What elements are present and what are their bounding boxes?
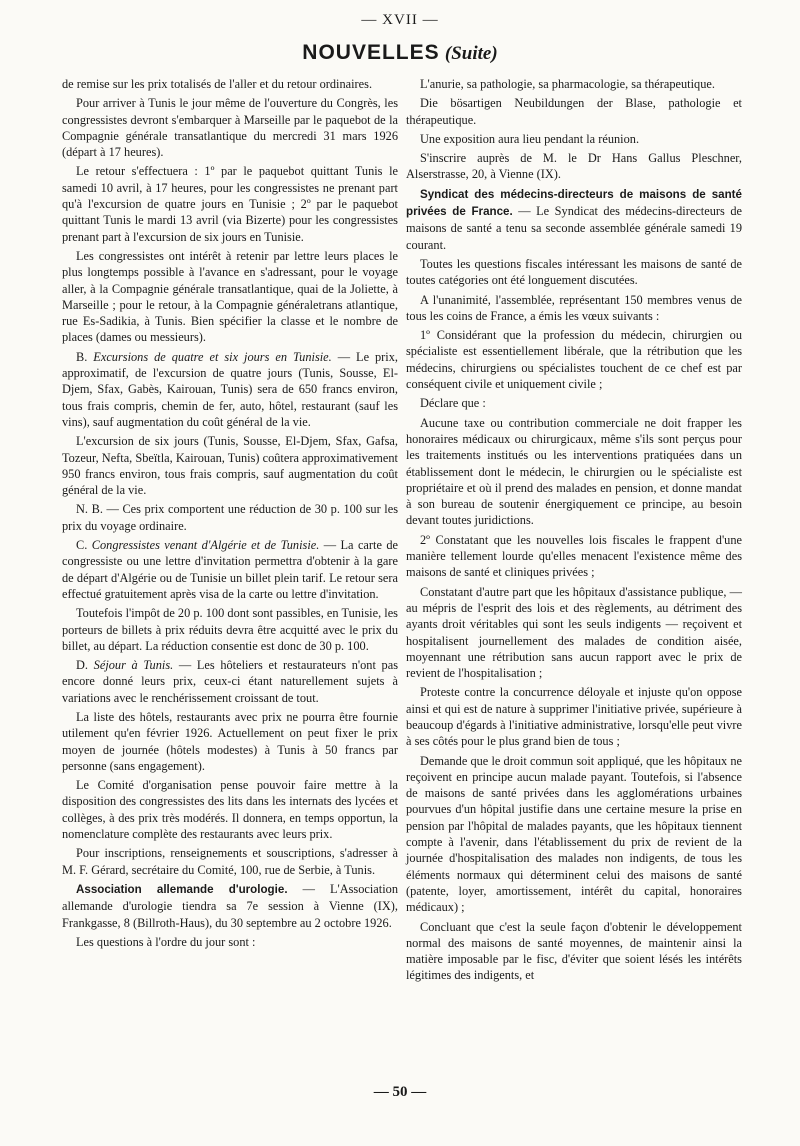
paragraph: Le retour s'effectuera : 1º par le paquebot quittant Tunis le samedi 10 avril, à 17 heures, pour les congressistes ne prenant part qu'à l'excursion de quatre jours en Tunisie ; 2º par le paquebot quittant Tunis le mardi 13 avril (via Bizerte) pour les congressistes prenant part à l'excursion de six jours en Tunisie. [62, 164, 398, 244]
paragraph: Toutes les questions fiscales intéressant les maisons de santé de toutes catégories ont été longuement discutées. [406, 256, 742, 288]
paragraph: Proteste contre la concurrence déloyale et injuste qu'on oppose ainsi et qui est de nature à supprimer l'initiative privée, supérieure à beaucoup d'égards à l'initiative administrative, lorsqu'elle peut vivre à ses côtés pour le plus grand bien de tous ; [406, 685, 742, 749]
paragraph: L'anurie, sa pathologie, sa pharmacologie, sa thérapeutique. [420, 77, 715, 91]
paragraph [62, 349, 398, 430]
paragraph-body: — Les hôteliers et restaurateurs n'ont pas encore donné leurs prix, ceux-ci étant naturellement sujets à variations avec le renchérissement croissant de tout. [62, 658, 398, 705]
paragraph: N. B. — Ces prix comportent une réduction de 30 p. 100 sur les prix du voyage ordinaire. [62, 502, 398, 533]
paragraph: La liste des hôtels, restaurants avec prix ne pourra être fournie utilement qu'en février 1926. Actuellement on peut fixer le prix moyen de journée (hôtels modestes) à Tunis à 50 francs par personne (sans engagement). [62, 709, 398, 773]
paragraph: L'excursion de six jours (Tunis, Sousse, El-Djem, Sfax, Gafsa, Tozeur, Nefta, Sbeïtla, Kairouan, Tunis) coûtera approximativement 950 francs environ, tous frais compris, sauf augmentation du coût général de la vie. [62, 434, 398, 498]
title-main: NOUVELLES [302, 41, 440, 64]
page-number: — 50 — [373, 1084, 427, 1100]
right-column [406, 76, 742, 987]
paragraph [62, 657, 398, 706]
paragraph: Pour arriver à Tunis le jour même de l'ouverture du Congrès, les congressistes devront s'embarquer à Marseille par le paquebot de la Compagnie générale transatlantique du mercredi 31 mars 1926 (départ à 17 heures). [62, 96, 398, 160]
paragraph: de remise sur les prix totalisés de l'aller et du retour ordinaires. [62, 77, 373, 91]
paragraph: Demande que le droit commun soit appliqué, que les hôpitaux ne reçoivent en principe aucun malade payant. Toutefois, si l'absence de maisons de santé privées dans les agglomérations urbaines pourvues d'un hôpital justifie dans une certaine mesure la prise en pension par l'hôpital de malades payants, que les hôpitaux tiennent compte à l'avenir, dans l'établissement du prix de revient de la journée d'hospitalisation des malades non indigents, de tous les éléments normaux qui déterminent celui des maisons de santé (patente, loyer, amortissement, intérêt du capital, honoraires médicaux) ; [406, 753, 742, 915]
paragraph [62, 537, 398, 602]
paragraph: Le Comité d'organisation pense pouvoir faire mettre à la disposition des congressistes des lits dans les internats des lycées et collèges, à des prix très modérés. Il donnera, en temps opportun, la nomenclature complète des restaurants avec leurs prix. [62, 778, 398, 842]
paragraph: Déclare que : [420, 396, 486, 411]
section-title: Excursions de quatre et six jours en Tunisie. [93, 349, 332, 364]
left-column [62, 76, 398, 953]
section-letter: D. [76, 658, 89, 673]
paragraph: Les congressistes ont intérêt à retenir par lettre leurs places le plus longtemps possible à l'avance en s'adressant, pour le voyage aller, à la Compagnie générale transatlantique, quai de la Joliette, à Marseille ; pour le retour, à la Compagnie généraletrans atlantique, rue Es-Sadikia, à Tunis. Bien spécifier la classe et le nombre de places (dames ou messieurs). [62, 248, 398, 345]
paragraph: Constatant d'autre part que les hôpitaux d'assistance publique, — au mépris de l'esprit des lois et des règlements, au détriment des ayants droit véritables qui sont les seuls indigents — reçoivent et hospitalisent journellement des malades de condition aisée, moyennant une rétribution sans aucun rapport avec le prix de revient de l'hospitalisation ; [406, 584, 742, 681]
section-letter: B. [76, 349, 88, 364]
section-title: Séjour à Tunis. [93, 658, 174, 673]
paragraph: Pour inscriptions, renseignements et souscriptions, s'adresser à M. F. Gérard, secrétaire du Comité, 100, rue de Serbie, à Tunis. [62, 846, 398, 877]
section-heading: Association allemande d'urologie. [76, 882, 288, 896]
paragraph: Aucune taxe ou contribution commerciale ne doit frapper les honoraires médicaux ou chirurgicaux, même s'ils sont perçus pour les traitements institués ou les interventions pratiquées dans un établissement dont le médecin, le chirurgien ou le spécialiste est propriétaire et où il prend des malades en pension, et donne mandat à son bureau de soutenir énergiquement ce principe, au besoin devant toutes juridictions. [406, 415, 742, 528]
title-suite: (Suite) [444, 43, 498, 64]
page-roman-number: — XVII — [361, 12, 439, 28]
paragraph: 2º Constatant que les nouvelles lois fiscales le frappent d'une manière tellement lourde qu'elles menacent l'existence même des maisons de santé et cliniques privées ; [406, 532, 742, 580]
paragraph [62, 881, 398, 931]
section-heading: Syndicat des médecins-directeurs de maisons de santé privées de France. [406, 187, 742, 219]
paragraph: Die bösartigen Neubildungen der Blase, pathologie et thérapeutique. [406, 96, 742, 127]
section-letter: C. [76, 538, 88, 553]
paragraph: Les questions à l'ordre du jour sont : [76, 934, 256, 949]
paragraph-body: — L'Association allemande d'urologie tiendra sa 7e session à Vienne (IX), Frankgasse, 8 (Billroth-Haus), du 30 septembre au 2 octobre 1926. [62, 881, 398, 930]
paragraph: Concluant que c'est la seule façon d'obtenir le développement normal des maisons de santé moyennes, de maintenir ainsi la matière imposable par le fisc, d'éviter que soient lésés les intérêts légitimes des indigents, et [406, 919, 742, 983]
paragraph-body: — Le Syndicat des médecins-directeurs de maisons de santé a tenu sa seconde assemblée générale samedi 19 courant. [406, 204, 742, 252]
paragraph: Une exposition aura lieu pendant la réunion. [420, 131, 640, 146]
paragraph: Toutefois l'impôt de 20 p. 100 dont sont passibles, en Tunisie, les porteurs de billets à prix réduits devra être acquitté avec le prix du billet, au départ. La réduction consentie est donc de 30 p. 100. [62, 606, 398, 653]
paragraph [406, 186, 742, 253]
paragraph: S'inscrire auprès de M. le Dr Hans Gallus Pleschner, Alserstrasse, 20, à Vienne (IX). [406, 151, 742, 182]
paragraph-body: — Le prix, approximatif, de l'excursion de quatre jours (Tunis, Sousse, El-Djem, Sfax, Gabès, Kairouan, Tunis) sera de 650 francs environ, tous frais compris, chemin de fer, auto, hôtel, restaurant (sauf les vins), sauf augmentation du coût général de la vie. [62, 349, 398, 429]
paragraph: A l'unanimité, l'assemblée, représentant 150 membres venus de tous les coins de France, a émis les vœux suivants : [406, 292, 742, 323]
paragraph-body: — La carte de congressiste ou une lettre d'invitation permettra d'obtenir à la gare de départ d'Algérie ou de Tunisie un billet plein tarif. Le retour sera effectué gratuitement après visa de la carte ou lettre d'invitation. [62, 538, 398, 601]
section-title: Congressistes venant d'Algérie et de Tunisie. [91, 538, 320, 553]
paragraph: 1º Considérant que la profession du médecin, chirurgien ou spécialiste est essentiellement libérale, que la rétribution que les médecins, chirurgiens ou spécialistes touchent de ce chef est par conséquent civile et uniquement civile ; [406, 328, 742, 392]
page-title [0, 40, 800, 65]
